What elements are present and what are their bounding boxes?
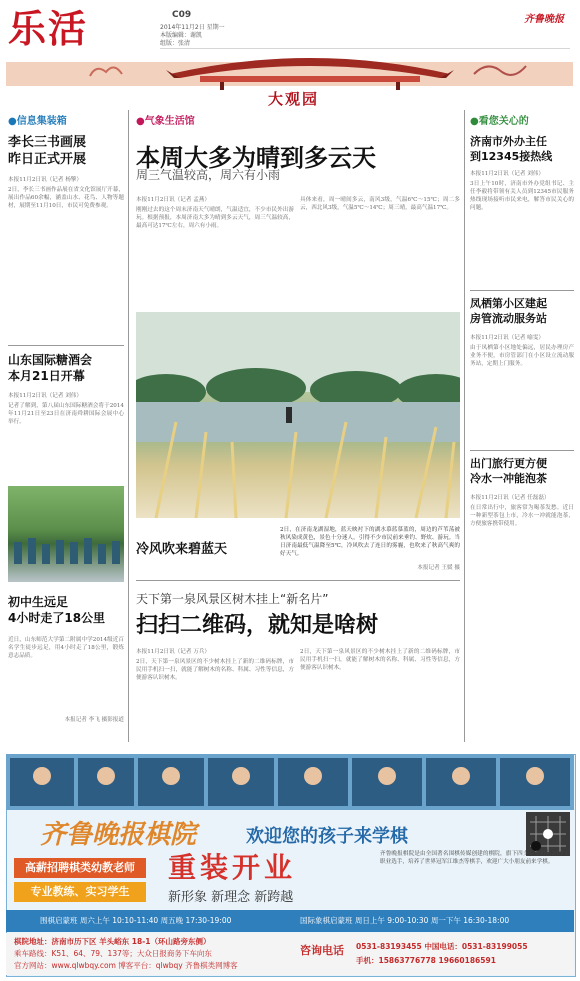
article-body: 近日，山东师范大学第二附属中学2014级近百名学生徒步远足，用4小时走了18公里，锻炼意志品质。 xyxy=(8,637,124,659)
article-title-exhibition xyxy=(8,134,86,168)
recruit-banner-2: 专业教练、实习学生 xyxy=(14,882,146,902)
students-hiking-photo xyxy=(8,486,124,582)
lake-reeds-photo xyxy=(136,312,460,518)
title-line: 凤栖第小区建起 xyxy=(470,297,547,310)
article-title-hotline xyxy=(470,134,552,164)
ad-phone: 0531-83193455 中国电话：0531-83199055 xyxy=(356,942,528,951)
editor-line-1: 本版编辑：谢凯 xyxy=(160,32,203,39)
title-line: 冷水一冲能泡茶 xyxy=(470,472,547,485)
date-line: 2014年11月2日 星期一 xyxy=(160,24,225,31)
article-byline: 本报11月2日讯（记者 万兵） xyxy=(136,649,210,655)
ad-bus-route: 乘车路线：K51、64、79、137等；大众日报商务下车向东 xyxy=(14,949,212,958)
ad-slogan: 欢迎您的孩子来学棋 xyxy=(246,826,408,847)
column-divider-right xyxy=(464,110,465,742)
title-line: 昨日正式开展 xyxy=(8,152,87,167)
column-divider-left xyxy=(128,110,129,742)
article-byline: 本报11月2日讯（记者 刘伟） xyxy=(470,171,544,177)
article-body: 2日，李长三书画作品展在省文化馆展厅开幕，展出作品60余幅，涵盖山水、花鸟、人物等题材，展期至11月10日，市民可免费参观。 xyxy=(8,187,124,209)
article-byline: 本报11月2日讯（记者 孟燕） xyxy=(136,197,210,203)
pavilion-roof-illustration xyxy=(160,40,460,90)
section-logo: 乐活 xyxy=(8,7,89,51)
article-title-housing xyxy=(470,296,547,326)
article-body: 在日常出行中，旅客常为喝茶发愁。近日一种新型茶包上市，冷水一冲就能泡茶，方便旅客携带使用。 xyxy=(470,505,574,527)
title-line: 本月21日开幕 xyxy=(8,369,85,383)
article-byline: 本报11月2日讯（记者 喻雯） xyxy=(470,335,544,341)
article-body: 2日，天下第一泉风景区的不少树木挂上了新的二维码标牌，市民用手机扫一扫，就能了解树木的名称、科属、习性等信息，方便游客认识树木。 xyxy=(136,659,294,681)
title-line: 李长三书画展 xyxy=(8,135,87,150)
article-separator xyxy=(136,580,460,581)
article-title-travel-tea xyxy=(470,456,547,486)
main-headline: 本周大多为晴到多云天 xyxy=(136,144,376,172)
title-line: 出门旅行更方便 xyxy=(470,457,547,470)
section-label-weather: ●气象生活馆 xyxy=(136,116,195,127)
ad-title: 齐鲁晚报棋院 xyxy=(40,820,197,850)
title-line: 初中生远足 xyxy=(8,595,69,609)
photo-title: 冷风吹来碧蓝天 xyxy=(136,542,228,557)
photo-caption: 2日，在济南龙湖湿地，蓝天映衬下的湖水慕蓝慕蓝的，周边的芦苇荡被秋风染成黄色，景色十分迷人，引得不少市民前来垂钓、野炊、游玩。当日济南最低气温降至5℃，冷风吹去了连日的雾霾，也吹来了秋高气爽的好天气。 xyxy=(280,527,460,557)
editor-line-2: 组版：张清 xyxy=(160,40,191,47)
ad-website: 官方网站：www.qlwbqy.com 博客平台：qlwbqy 齐鲁棋类网博客 xyxy=(14,961,238,970)
article-body: 记者了解到，第八届山东国际糖酒会将于2014年11月21日至23日在济南舜耕国际会展中心举行。 xyxy=(8,403,124,425)
phone-label: 咨询电话 xyxy=(300,944,344,957)
photo-credit: 本报记者 李飞 摄影报道 xyxy=(64,717,124,723)
schedule-chess: 国际象棋启蒙班 周日上午 9:00-10:30 周一下午 16:30-18:00 xyxy=(300,916,510,925)
article-body: 由于凤栖第小区地处偏远，居民办理房产业务不便，市房管部门在小区设立流动服务站，定期上门服务。 xyxy=(470,345,574,367)
article-byline: 本报11月2日讯（记者 任磊磊） xyxy=(470,495,550,501)
ad-photo-strip xyxy=(6,754,574,810)
article-byline: 本报11月2日讯（记者 刘伟） xyxy=(8,393,82,399)
grand-opening-text: 重装开业 xyxy=(168,851,297,884)
story-headline: 扫扫二维码，就知是啥树 xyxy=(136,613,379,638)
article-title-expo xyxy=(8,352,92,384)
cloud-ornament-icon xyxy=(86,56,126,84)
title-line: 4小时走了18公里 xyxy=(8,611,106,625)
photo-credit: 本报记者 王媛 摄 xyxy=(417,565,460,571)
article-title-hiking xyxy=(8,594,105,626)
dragon-ornament-icon xyxy=(470,56,530,84)
title-line: 济南市外办主任 xyxy=(470,135,547,148)
title-line: 房管流动服务站 xyxy=(470,312,547,325)
ad-intro: 齐鲁晚报棋院是由全国著名围棋传媒创建的棋院，旗下四支专业棋队20余名职业选手，培养了世界冠军江维杰等棋手，欢迎广大小朋友前来学棋。 xyxy=(380,851,570,865)
story-kicker: 天下第一泉风景区树木挂上“新名片” xyxy=(136,592,329,606)
article-separator xyxy=(8,345,124,346)
title-line: 山东国际糖酒会 xyxy=(8,353,93,367)
title-line: 到12345接热线 xyxy=(470,150,553,163)
article-body: 2日，天下第一泉风景区的不少树木挂上了新的二维码标牌，市民用手机扫一扫，就能了解树木的名称、科属、习性等信息，方便游客认识树木。 xyxy=(300,649,460,671)
section-label-info: ●信息集装箱 xyxy=(8,116,67,127)
section-label-concern: ●看您关心的 xyxy=(470,116,529,127)
column-title: 大观园 xyxy=(268,90,320,108)
article-separator xyxy=(470,450,574,451)
recruit-banner-1: 高薪招聘棋类幼教老师 xyxy=(14,858,146,878)
brand-logo: 齐鲁晚报 xyxy=(524,14,564,25)
article-body: 具体来看，周一晴间多云，南风3级，气温6℃～15℃；周二多云，西北风3级，气温5℃～14℃；周三晴，最高气温17℃。 xyxy=(300,197,460,211)
ad-tagline: 新形象 新理念 新跨越 xyxy=(168,890,294,905)
main-subhead: 周三气温较高，周六有小雨 xyxy=(136,168,281,182)
article-body: 3日上午10时，济南市外办党组书记、主任李毅将带领有关人员到12345市民服务热线现场接听市民来电，解答市民关心的问题。 xyxy=(470,181,574,211)
article-body: 刚刚过去的这个周末济南天气晴朗，气温适宜，不少市民外出游玩。根据预报，本周济南大多为晴到多云天气，周三气温较高，最高可达17℃左右，周六有小雨。 xyxy=(136,207,294,229)
article-byline: 本报11月2日讯（记者 杨擎） xyxy=(8,177,82,183)
schedule-go: 围棋启蒙班 周六上午 10:10-11:40 周五晚 17:30-19:00 xyxy=(40,916,232,925)
page-number: C09 xyxy=(172,10,192,20)
article-separator xyxy=(470,290,574,291)
ad-address: 棋院地址：济南市历下区 羊头峪东 18-1（环山路旁东侧） xyxy=(14,937,211,946)
ad-mobile: 手机：15863776778 19660186591 xyxy=(356,956,496,965)
